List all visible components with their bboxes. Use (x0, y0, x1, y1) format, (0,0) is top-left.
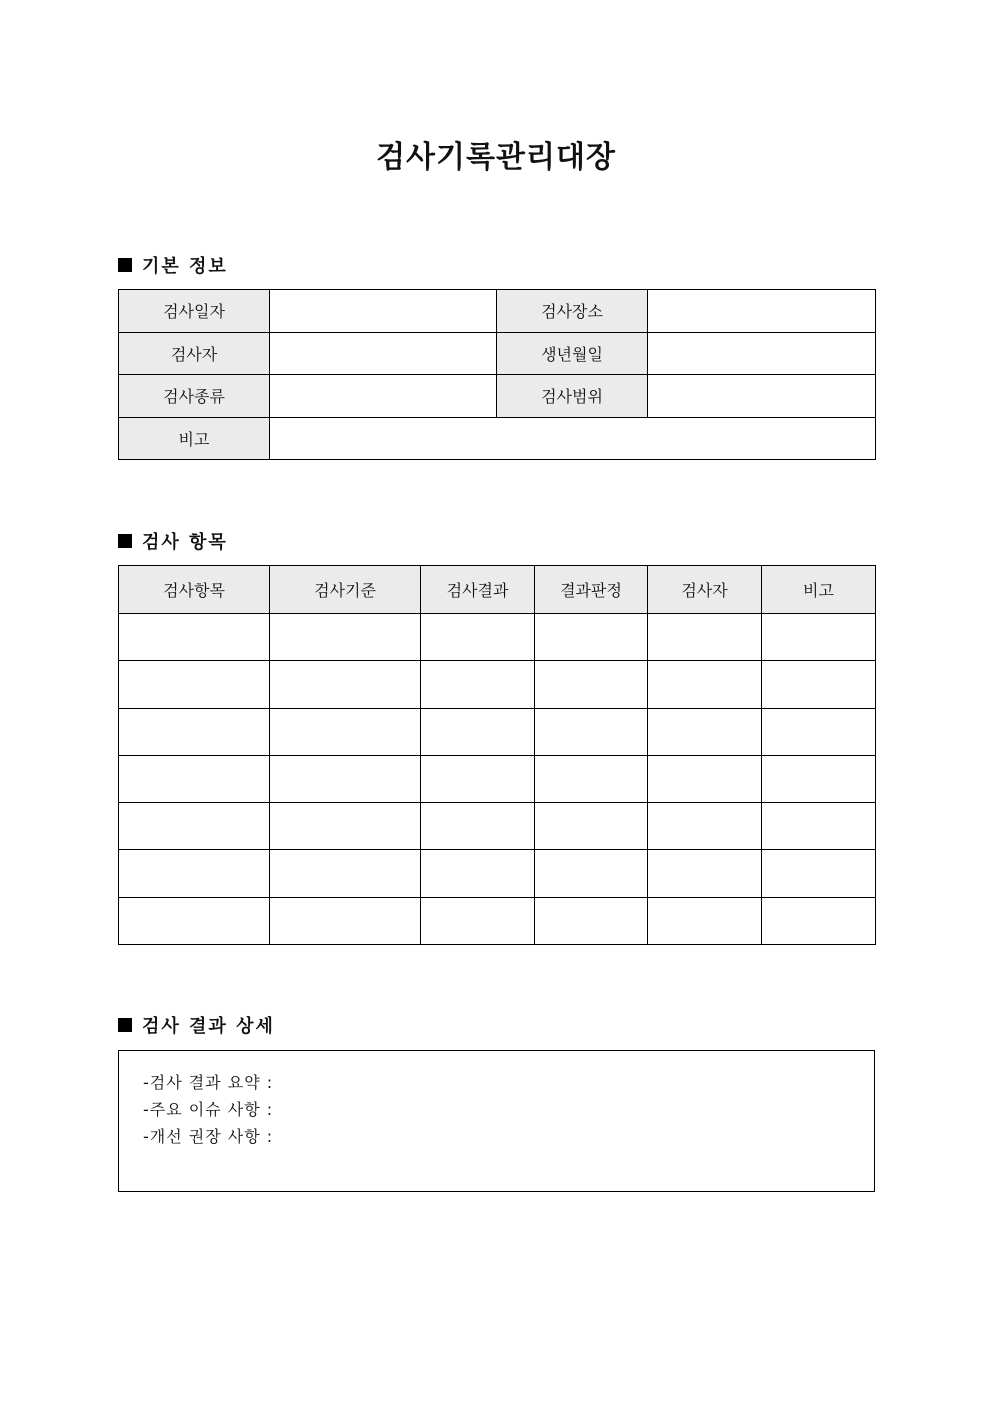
birth-date-label: 생년월일 (497, 332, 648, 375)
result-cell[interactable] (421, 708, 535, 755)
remarks-cell[interactable] (762, 661, 876, 708)
square-bullet-icon (118, 258, 132, 272)
result-cell[interactable] (421, 614, 535, 661)
inspector-cell[interactable] (648, 897, 762, 944)
header-inspector: 검사자 (648, 566, 762, 614)
inspector-cell[interactable] (648, 803, 762, 850)
item-cell[interactable] (119, 661, 270, 708)
item-cell[interactable] (119, 803, 270, 850)
inspector-field[interactable] (270, 332, 497, 375)
inspector-cell[interactable] (648, 661, 762, 708)
birth-date-field[interactable] (648, 332, 876, 375)
header-inspection-standard: 검사기준 (270, 566, 421, 614)
table-row (119, 897, 876, 944)
item-cell[interactable] (119, 755, 270, 802)
standard-cell[interactable] (270, 661, 421, 708)
remarks-field[interactable] (270, 417, 876, 460)
result-detail-box[interactable] (118, 1050, 875, 1192)
section-basic-info-heading (118, 252, 228, 278)
result-cell[interactable] (421, 661, 535, 708)
items-table-body (119, 614, 876, 945)
header-remarks: 비고 (762, 566, 876, 614)
standard-cell[interactable] (270, 708, 421, 755)
header-result-judgment: 결과판정 (535, 566, 648, 614)
table-row (119, 417, 876, 460)
standard-cell[interactable] (270, 755, 421, 802)
result-cell[interactable] (421, 755, 535, 802)
remarks-cell[interactable] (762, 803, 876, 850)
table-row (119, 332, 876, 375)
judgment-cell[interactable] (535, 755, 648, 802)
remarks-cell[interactable] (762, 708, 876, 755)
table-row (119, 803, 876, 850)
judgment-cell[interactable] (535, 708, 648, 755)
item-cell[interactable] (119, 897, 270, 944)
inspector-cell[interactable] (648, 755, 762, 802)
inspector-label: 검사자 (119, 332, 270, 375)
remarks-cell[interactable] (762, 850, 876, 897)
standard-cell[interactable] (270, 897, 421, 944)
inspector-cell[interactable] (648, 850, 762, 897)
standard-cell[interactable] (270, 803, 421, 850)
item-cell[interactable] (119, 614, 270, 661)
inspection-items-table (118, 565, 876, 945)
summary-line: -검사 결과 요약 : (143, 1073, 274, 1092)
item-cell[interactable] (119, 850, 270, 897)
section-detail-label: 검사 결과 상세 (142, 1016, 275, 1037)
inspector-cell[interactable] (648, 614, 762, 661)
remarks-cell[interactable] (762, 614, 876, 661)
table-row (119, 755, 876, 802)
table-row (119, 708, 876, 755)
table-row (119, 290, 876, 333)
inspection-type-label: 검사종류 (119, 375, 270, 418)
judgment-cell[interactable] (535, 614, 648, 661)
section-items-heading (118, 528, 228, 554)
judgment-cell[interactable] (535, 661, 648, 708)
square-bullet-icon (118, 1018, 132, 1032)
inspection-scope-label: 검사범위 (497, 375, 648, 418)
judgment-cell[interactable] (535, 803, 648, 850)
issues-line: -주요 이슈 사항 : (143, 1100, 274, 1119)
result-cell[interactable] (421, 803, 535, 850)
header-inspection-item: 검사항목 (119, 566, 270, 614)
remarks-label: 비고 (119, 417, 270, 460)
inspector-cell[interactable] (648, 708, 762, 755)
item-cell[interactable] (119, 708, 270, 755)
table-header-row (119, 566, 876, 614)
judgment-cell[interactable] (535, 897, 648, 944)
basic-info-table (118, 289, 876, 460)
square-bullet-icon (118, 534, 132, 548)
inspection-date-label: 검사일자 (119, 290, 270, 333)
inspection-place-field[interactable] (648, 290, 876, 333)
table-row (119, 661, 876, 708)
section-detail-heading (118, 1012, 275, 1038)
page-title: 검사기록관리대장 (376, 140, 616, 175)
standard-cell[interactable] (270, 850, 421, 897)
inspection-scope-field[interactable] (648, 375, 876, 418)
section-items-label: 검사 항목 (142, 532, 228, 553)
table-row (119, 375, 876, 418)
table-row (119, 850, 876, 897)
recommendations-line: -개선 권장 사항 : (143, 1127, 274, 1146)
section-basic-info-label: 기본 정보 (142, 256, 228, 277)
inspection-type-field[interactable] (270, 375, 497, 418)
standard-cell[interactable] (270, 614, 421, 661)
judgment-cell[interactable] (535, 850, 648, 897)
inspection-date-field[interactable] (270, 290, 497, 333)
header-inspection-result: 검사결과 (421, 566, 535, 614)
inspection-place-label: 검사장소 (497, 290, 648, 333)
remarks-cell[interactable] (762, 755, 876, 802)
result-cell[interactable] (421, 897, 535, 944)
table-row (119, 614, 876, 661)
result-cell[interactable] (421, 850, 535, 897)
remarks-cell[interactable] (762, 897, 876, 944)
